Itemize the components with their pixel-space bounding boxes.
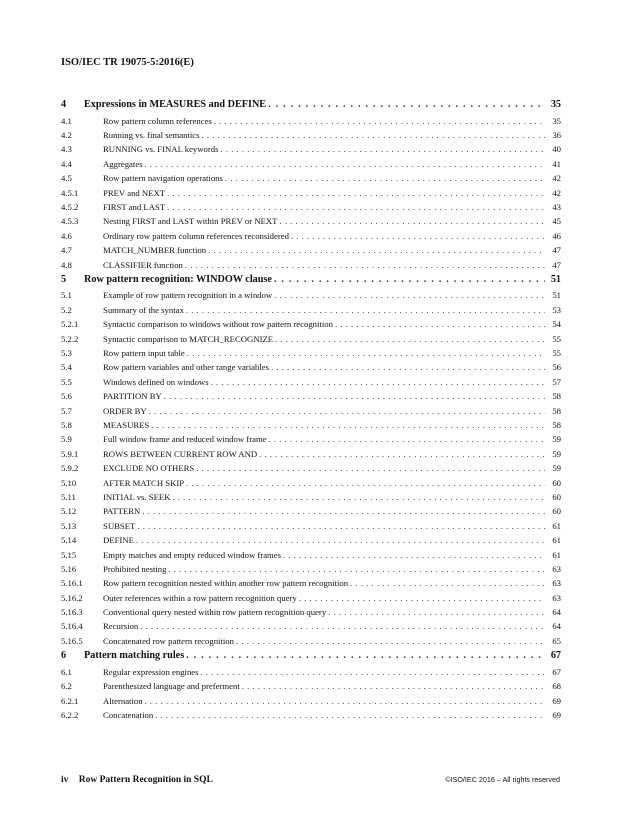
toc-entry-number: 5.16.4: [61, 621, 83, 632]
toc-entry-title: FIRST and LAST: [103, 201, 166, 212]
toc-entry-title: AFTER MATCH SKIP: [103, 477, 185, 488]
toc-dot-leader: [279, 216, 545, 226]
toc-dot-leader: [145, 159, 545, 169]
toc-entry-page: 67: [550, 650, 561, 662]
toc-section-entry[interactable]: [61, 130, 561, 144]
toc-entry-title: Row pattern recognition: WINDOW clause: [84, 273, 272, 285]
toc-entry-number: 5.13: [61, 520, 77, 531]
toc-section-entry[interactable]: [61, 463, 561, 477]
toc-entry-number: 6.2.1: [61, 695, 79, 706]
toc-dot-leader: [149, 406, 545, 416]
toc-entry-title: Row pattern variables and other range variables: [103, 362, 269, 373]
toc-section-entry[interactable]: [61, 348, 561, 362]
footer-copyright: ©ISO/IEC 2016 – All rights reserved: [445, 775, 560, 784]
toc-entry-title: Regular expression engines: [103, 666, 199, 677]
toc-section-entry[interactable]: [61, 478, 561, 492]
toc-entry-number: 5.16.3: [61, 607, 83, 618]
toc-dot-leader: [269, 434, 545, 444]
toc-entry-number: 6.2: [61, 681, 72, 692]
toc-entry-page: 42: [552, 187, 561, 198]
toc-dot-leader: [259, 449, 545, 459]
toc-entry-title: SUBSET: [103, 520, 136, 531]
toc-entry-title: ROWS BETWEEN CURRENT ROW AND: [103, 448, 258, 459]
toc-entry-title: Outer references within a row pattern recognition query: [103, 592, 297, 603]
toc-entry-title: Row pattern recognition nested within another row pattern recognition: [103, 578, 349, 589]
toc-section-entry[interactable]: [61, 334, 561, 348]
toc-entry-number: 4.1: [61, 115, 72, 126]
toc-entry-number: 5.8: [61, 420, 72, 430]
footer-left: [61, 775, 213, 785]
toc-dot-leader: [168, 564, 545, 574]
toc-entry-page: 47: [552, 259, 561, 270]
toc-entry-page: 59: [552, 434, 561, 445]
toc-section-entry[interactable]: [61, 231, 561, 245]
toc-entry-page: 51: [550, 273, 561, 285]
toc-dot-leader: [186, 650, 545, 661]
toc-entry-title: Expressions in MEASURES and DEFINE: [84, 99, 267, 110]
toc-section-entry[interactable]: [61, 521, 561, 535]
toc-entry-page: 47: [552, 245, 561, 256]
toc-entry-number: 4.3: [61, 144, 72, 155]
toc-section-entry[interactable]: [61, 159, 561, 173]
toc-dot-leader: [167, 202, 545, 212]
toc-section-entry[interactable]: [61, 578, 561, 592]
toc-entry-title: MEASURES: [103, 420, 150, 430]
toc-entry-title: PATTERN: [103, 506, 141, 517]
toc-dot-leader: [140, 621, 545, 631]
toc-entry-number: 6.1: [61, 666, 72, 677]
toc-entry-number: 6: [61, 650, 67, 662]
toc-dot-leader: [335, 319, 545, 329]
toc-entry-title: RUNNING vs. FINAL keywords: [103, 144, 219, 155]
toc-section-entry[interactable]: [61, 173, 561, 187]
toc-entry-page: 51: [552, 290, 561, 301]
toc-entry-page: 43: [552, 201, 561, 212]
toc-entry-number: 5.15: [61, 549, 77, 560]
toc-dot-leader: [299, 593, 545, 603]
toc-entry-page: 60: [552, 477, 561, 488]
toc-section-entry[interactable]: [61, 290, 561, 304]
footer-document-title: Row Pattern Recognition in SQL: [78, 775, 213, 785]
toc-entry-page: 45: [552, 216, 561, 227]
toc-dot-leader: [211, 377, 545, 387]
toc-entry-title: Syntactic comparison to windows without row pattern recognition: [103, 319, 333, 330]
toc-dot-leader: [186, 305, 545, 315]
toc-section-entry[interactable]: [61, 535, 561, 549]
toc-section-entry[interactable]: [61, 319, 561, 333]
toc-entry-number: 5.16.5: [61, 635, 83, 646]
toc-entry-page: 56: [552, 362, 561, 373]
toc-entry-title: Summary of the syntax: [103, 304, 184, 315]
toc-entry-title: CLASSIFIER function: [103, 259, 183, 270]
toc-dot-leader: [275, 334, 545, 344]
toc-entry-title: Concatenated row pattern recognition: [103, 635, 234, 646]
toc-section-entry[interactable]: [61, 681, 561, 695]
footer-page-number: iv: [61, 775, 69, 785]
toc-entry-page: 60: [552, 506, 561, 517]
toc-section-entry[interactable]: [61, 506, 561, 520]
page-footer: [61, 775, 560, 785]
toc-section-entry[interactable]: [61, 377, 561, 391]
toc-entry-number: 5.2.2: [61, 333, 79, 344]
toc-section-entry[interactable]: [61, 434, 561, 448]
toc-entry-number: 4.5.3: [61, 216, 79, 227]
toc-section-entry[interactable]: [61, 391, 561, 405]
toc-entry-page: 61: [552, 535, 561, 546]
toc-dot-leader: [167, 188, 545, 198]
toc-section-entry[interactable]: [61, 420, 561, 434]
toc-entry-number: 4.5.2: [61, 201, 79, 212]
toc-entry-page: 69: [552, 695, 561, 706]
toc-entry-title: Example of row pattern recognition in a window: [103, 290, 273, 301]
toc-dot-leader: [151, 420, 545, 430]
toc-entry-page: 63: [552, 563, 561, 574]
document-id-header: ISO/IEC TR 19075-5:2016(E): [61, 57, 194, 68]
toc-section-entry[interactable]: [61, 362, 561, 376]
toc-entry-title: Aggregates: [103, 158, 143, 169]
toc-entry-number: 4.6: [61, 230, 72, 241]
toc-entry-page: 61: [552, 520, 561, 531]
toc-entry-number: 5.16.2: [61, 592, 83, 603]
toc-entry-page: 67: [552, 666, 561, 677]
toc-dot-leader: [274, 290, 545, 300]
toc-dot-leader: [142, 506, 545, 516]
toc-section-entry[interactable]: [61, 188, 561, 202]
toc-entry-number: 5.6: [61, 391, 72, 402]
toc-dot-leader: [214, 116, 545, 126]
toc-entry-title: Row pattern navigation operations: [103, 173, 223, 184]
toc-entry-number: 5.11: [61, 491, 76, 502]
toc-entry-page: 59: [552, 463, 561, 474]
toc-entry-title: Ordinary row pattern column references reconsidered: [103, 230, 289, 241]
toc-entry-number: 5.2.1: [61, 319, 79, 330]
toc-entry-title: Pattern matching rules: [84, 650, 185, 662]
toc-entry-number: 5.9.2: [61, 463, 79, 474]
toc-entry-title: PREV and NEXT: [103, 187, 166, 198]
toc-section-entry[interactable]: [61, 406, 561, 420]
toc-entry-number: 4: [61, 99, 67, 110]
toc-entry-page: 53: [552, 304, 561, 315]
toc-dot-leader: [201, 667, 545, 677]
toc-entry-number: 5.9: [61, 434, 72, 445]
toc-entry-page: 41: [552, 158, 561, 169]
toc-section-entry[interactable]: [61, 216, 561, 230]
toc-entry-page: 55: [552, 348, 561, 359]
toc-chapter-entry[interactable]: [61, 274, 561, 291]
toc-entry-title: MATCH_NUMBER function: [103, 245, 207, 256]
toc-entry-number: 5.16.1: [61, 578, 83, 589]
toc-dot-leader: [202, 130, 545, 140]
toc-entry-page: 69: [552, 710, 561, 721]
toc-dot-leader: [137, 521, 545, 531]
toc-section-entry[interactable]: [61, 449, 561, 463]
toc-entry-number: 4.7: [61, 245, 72, 256]
toc-dot-leader: [136, 535, 545, 545]
toc-dot-leader: [186, 478, 545, 488]
toc-entry-number: 5: [61, 273, 67, 285]
toc-dot-leader: [145, 696, 545, 706]
toc-chapter-entry[interactable]: [61, 99, 561, 116]
toc-entry-number: 4.4: [61, 158, 72, 169]
toc-entry-title: Row pattern column references: [103, 115, 212, 126]
toc-dot-leader: [328, 607, 545, 617]
toc-section-entry[interactable]: [61, 492, 561, 506]
toc-entry-title: Windows defined on windows: [103, 376, 209, 387]
toc-entry-number: 5.7: [61, 405, 72, 416]
toc-entry-page: 63: [552, 592, 561, 603]
toc-dot-leader: [172, 492, 545, 502]
toc-dot-leader: [274, 274, 545, 285]
toc-entry-title: Recursion: [103, 621, 139, 632]
toc-entry-page: 42: [552, 173, 561, 184]
toc-entry-number: 5.3: [61, 348, 72, 359]
toc-entry-number: 5.5: [61, 376, 72, 387]
toc-entry-number: 5.12: [61, 506, 77, 517]
toc-entry-title: PARTITION BY: [103, 391, 162, 402]
toc-section-entry[interactable]: [61, 116, 561, 130]
toc-entry-page: 64: [552, 621, 561, 632]
toc-entry-number: 5.10: [61, 477, 77, 488]
toc-entry-title: Alternation: [103, 695, 143, 706]
table-of-contents: [61, 99, 561, 724]
toc-entry-page: 55: [552, 333, 561, 344]
toc-dot-leader: [155, 710, 545, 720]
toc-dot-leader: [236, 636, 545, 646]
toc-entry-title: Syntactic comparison to MATCH_RECOGNIZE: [103, 333, 274, 344]
toc-entry-page: 54: [552, 319, 561, 330]
toc-entry-number: 4.5.1: [61, 187, 79, 198]
toc-section-entry[interactable]: [61, 696, 561, 710]
toc-section-entry[interactable]: [61, 550, 561, 564]
toc-entry-page: 57: [552, 376, 561, 387]
toc-section-entry[interactable]: [61, 260, 561, 274]
toc-entry-number: 5.16: [61, 563, 77, 574]
toc-entry-page: 59: [552, 448, 561, 459]
toc-section-entry[interactable]: [61, 607, 561, 621]
toc-entry-page: 58: [552, 405, 561, 416]
toc-entry-page: 64: [552, 607, 561, 618]
toc-entry-title: EXCLUDE NO OTHERS: [103, 463, 195, 474]
toc-entry-number: 4.8: [61, 259, 72, 270]
toc-section-entry[interactable]: [61, 621, 561, 635]
toc-dot-leader: [242, 681, 545, 691]
toc-entry-title: DEFINE: [103, 535, 134, 546]
toc-dot-leader: [221, 144, 545, 154]
toc-section-entry[interactable]: [61, 710, 561, 724]
toc-entry-page: 68: [552, 681, 561, 692]
toc-entry-number: 6.2.2: [61, 710, 79, 721]
toc-entry-page: 46: [552, 230, 561, 241]
toc-section-entry[interactable]: [61, 564, 561, 578]
toc-dot-leader: [225, 173, 545, 183]
toc-entry-page: 58: [552, 420, 561, 430]
toc-entry-page: 35: [552, 115, 561, 126]
toc-dot-leader: [350, 578, 545, 588]
toc-entry-title: INITIAL vs. SEEK: [103, 491, 171, 502]
toc-entry-page: 63: [552, 578, 561, 589]
toc-entry-page: 60: [552, 491, 561, 502]
toc-dot-leader: [196, 463, 545, 473]
toc-dot-leader: [271, 362, 545, 372]
toc-entry-title: Running vs. final semantics: [103, 129, 200, 140]
toc-entry-title: Row pattern input table: [103, 348, 185, 359]
toc-section-entry[interactable]: [61, 593, 561, 607]
toc-section-entry[interactable]: [61, 202, 561, 216]
toc-dot-leader: [187, 348, 545, 358]
toc-entry-page: 36: [552, 129, 561, 140]
toc-dot-leader: [164, 391, 545, 401]
toc-entry-title: Concatenation: [103, 710, 154, 721]
toc-chapter-entry[interactable]: [61, 650, 561, 667]
toc-entry-title: Conventional query nested within row pattern recognition query: [103, 607, 327, 618]
toc-entry-title: Full window frame and reduced window frame: [103, 434, 267, 445]
toc-entry-title: Empty matches and empty reduced window frames: [103, 549, 282, 560]
toc-entry-number: 5.9.1: [61, 448, 79, 459]
toc-entry-number: 4.5: [61, 173, 72, 184]
toc-dot-leader: [268, 99, 545, 110]
toc-entry-title: ORDER BY: [103, 405, 147, 416]
toc-section-entry[interactable]: [61, 667, 561, 681]
toc-entry-number: 5.2: [61, 304, 72, 315]
toc-dot-leader: [185, 260, 545, 270]
toc-entry-title: Parenthesized language and preferment: [103, 681, 240, 692]
toc-entry-number: 5.4: [61, 362, 72, 373]
toc-dot-leader: [283, 550, 545, 560]
toc-entry-title: Prohibited nesting: [103, 563, 167, 574]
toc-entry-number: 4.2: [61, 129, 72, 140]
toc-entry-number: 5.1: [61, 290, 72, 301]
toc-entry-page: 65: [552, 635, 561, 646]
toc-entry-page: 58: [552, 391, 561, 402]
toc-entry-title: Nesting FIRST and LAST within PREV or NEXT: [103, 216, 278, 227]
toc-entry-number: 5.14: [61, 535, 77, 546]
toc-entry-page: 35: [550, 99, 561, 110]
toc-section-entry[interactable]: [61, 305, 561, 319]
toc-section-entry[interactable]: [61, 245, 561, 259]
toc-entry-page: 61: [552, 549, 561, 560]
toc-entry-page: 40: [552, 144, 561, 155]
toc-section-entry[interactable]: [61, 636, 561, 650]
toc-dot-leader: [208, 245, 545, 255]
toc-section-entry[interactable]: [61, 144, 561, 158]
toc-dot-leader: [291, 231, 545, 241]
